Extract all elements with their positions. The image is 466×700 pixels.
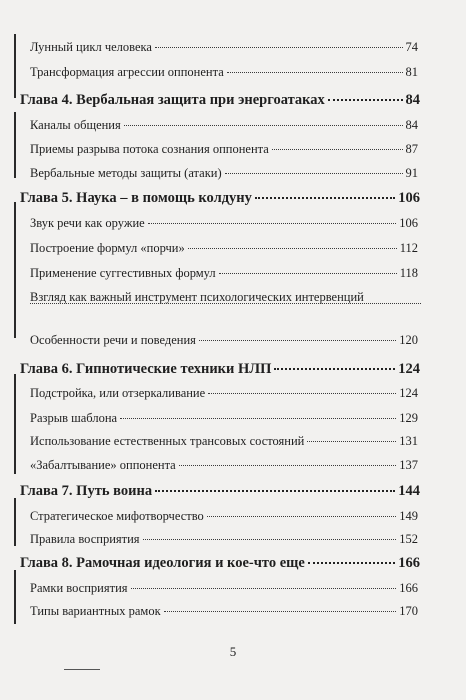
footer-rule (64, 669, 100, 670)
toc-item (30, 142, 418, 157)
toc-item (30, 266, 418, 281)
leader-dots (227, 72, 403, 73)
toc-item-page: 87 (405, 142, 418, 156)
toc-item-page: 106 (399, 216, 418, 230)
leader-dots (179, 465, 397, 466)
toc-item-leader-line (30, 305, 424, 319)
toc-item-page: 131 (399, 434, 418, 448)
margin-rule-5 (14, 498, 16, 546)
leader-dots (307, 441, 396, 442)
toc-item-title: Использование естественных трансовых состояний (30, 434, 305, 448)
toc-item-title: Лунный цикл человека (30, 40, 152, 54)
margin-rule-3 (14, 202, 16, 338)
toc-item-page: 137 (399, 458, 418, 472)
toc-chapter-title: Глава 8. Рамочная идеология и кое-что еще (20, 555, 305, 571)
toc-item-page: 74 (405, 40, 418, 54)
leader-dots (155, 47, 403, 48)
margin-rule-6 (14, 570, 16, 624)
toc-chapter (20, 555, 420, 572)
toc-item (30, 411, 418, 426)
toc-item-title: Рамки восприятия (30, 581, 128, 595)
toc-item-page: 149 (399, 509, 418, 523)
page-number: 5 (229, 644, 237, 659)
toc-item-page: 118 (399, 266, 418, 280)
leader-dots (143, 539, 397, 540)
toc-item (30, 333, 418, 348)
toc-item (30, 216, 418, 231)
toc-item (30, 40, 418, 55)
toc-item (30, 458, 418, 473)
toc-item-page: 91 (405, 166, 418, 180)
leader-dots (188, 248, 397, 249)
toc-item-title: Приемы разрыва потока сознания оппонента (30, 142, 269, 156)
toc-item (30, 581, 418, 596)
toc-chapter-page: 144 (398, 483, 420, 499)
toc-chapter-page: 166 (398, 555, 420, 571)
leader-dots (120, 418, 396, 419)
leader-dots (131, 588, 397, 589)
toc-chapter (20, 361, 420, 378)
toc-item-page: 152 (399, 532, 418, 546)
toc-chapter-title: Глава 6. Гипнотические техники НЛП (20, 361, 272, 377)
toc-item-title: Трансформация агрессии оппонента (30, 65, 224, 79)
toc-item (30, 241, 418, 256)
toc-item-title: Звук речи как оружие (30, 216, 145, 230)
toc-chapter-page: 106 (398, 190, 420, 206)
toc-item (30, 604, 418, 619)
toc-item-title: Стратегическое мифотворчество (30, 509, 204, 523)
leader-dots (274, 368, 395, 370)
leader-dots (225, 173, 403, 174)
leader-dots (155, 490, 395, 492)
toc-item-page: 166 (399, 581, 418, 595)
toc-item (30, 166, 418, 181)
margin-rule-1 (14, 34, 16, 98)
toc-chapter-page: 124 (398, 361, 420, 377)
leader-dots (328, 99, 403, 101)
toc-item-page: 81 (405, 65, 418, 79)
toc-chapter-title: Глава 5. Наука – в помощь колдуну (20, 190, 252, 206)
toc-item-page: 84 (405, 118, 418, 132)
toc-item-title: Особенности речи и поведения (30, 333, 196, 347)
toc-item-title: «Забалтывание» оппонента (30, 458, 176, 472)
margin-rule-2 (14, 112, 16, 178)
toc-item-title: Правила восприятия (30, 532, 140, 546)
toc-chapter-page: 84 (405, 92, 420, 108)
leader-dots (272, 149, 403, 150)
toc-item (30, 118, 418, 133)
leader-dots (124, 125, 403, 126)
toc-chapter-title: Глава 4. Вербальная защита при энергоатаках (20, 92, 325, 108)
toc-item (30, 532, 418, 547)
toc-chapter (20, 190, 420, 207)
toc-item-page: 170 (399, 604, 418, 618)
leader-dots (30, 303, 421, 304)
toc-item-title: Каналы общения (30, 118, 121, 132)
leader-dots (255, 197, 395, 199)
toc-chapter (20, 92, 420, 109)
toc-item-title: Взгляд как важный инструмент психологических интервенций (30, 290, 364, 304)
toc-chapter-title: Глава 7. Путь воина (20, 483, 153, 499)
toc-item-title: Разрыв шаблона (30, 411, 118, 425)
toc-item (30, 65, 418, 80)
leader-dots (207, 516, 396, 517)
leader-dots (199, 340, 396, 341)
toc-item-title: Подстройка, или отзеркаливание (30, 386, 206, 400)
toc-item-page: 120 (399, 333, 418, 347)
toc-chapter (20, 483, 420, 500)
toc-item-wrapped (30, 290, 424, 319)
toc-item-page: 124 (399, 386, 418, 400)
leader-dots (308, 562, 395, 564)
toc-item-title: Вербальные методы защиты (атаки) (30, 166, 222, 180)
toc-item-title: Типы вариантных рамок (30, 604, 161, 618)
toc-item-page: 112 (399, 241, 418, 255)
leader-dots (219, 273, 397, 274)
toc-item (30, 434, 418, 449)
toc-item (30, 386, 418, 401)
toc-item-page: 129 (399, 411, 418, 425)
toc-item-title: Применение суггестивных формул (30, 266, 216, 280)
leader-dots (148, 223, 397, 224)
leader-dots (164, 611, 397, 612)
toc-item (30, 509, 418, 524)
leader-dots (208, 393, 396, 394)
toc-item-title: Построение формул «порчи» (30, 241, 185, 255)
margin-rule-4 (14, 374, 16, 474)
